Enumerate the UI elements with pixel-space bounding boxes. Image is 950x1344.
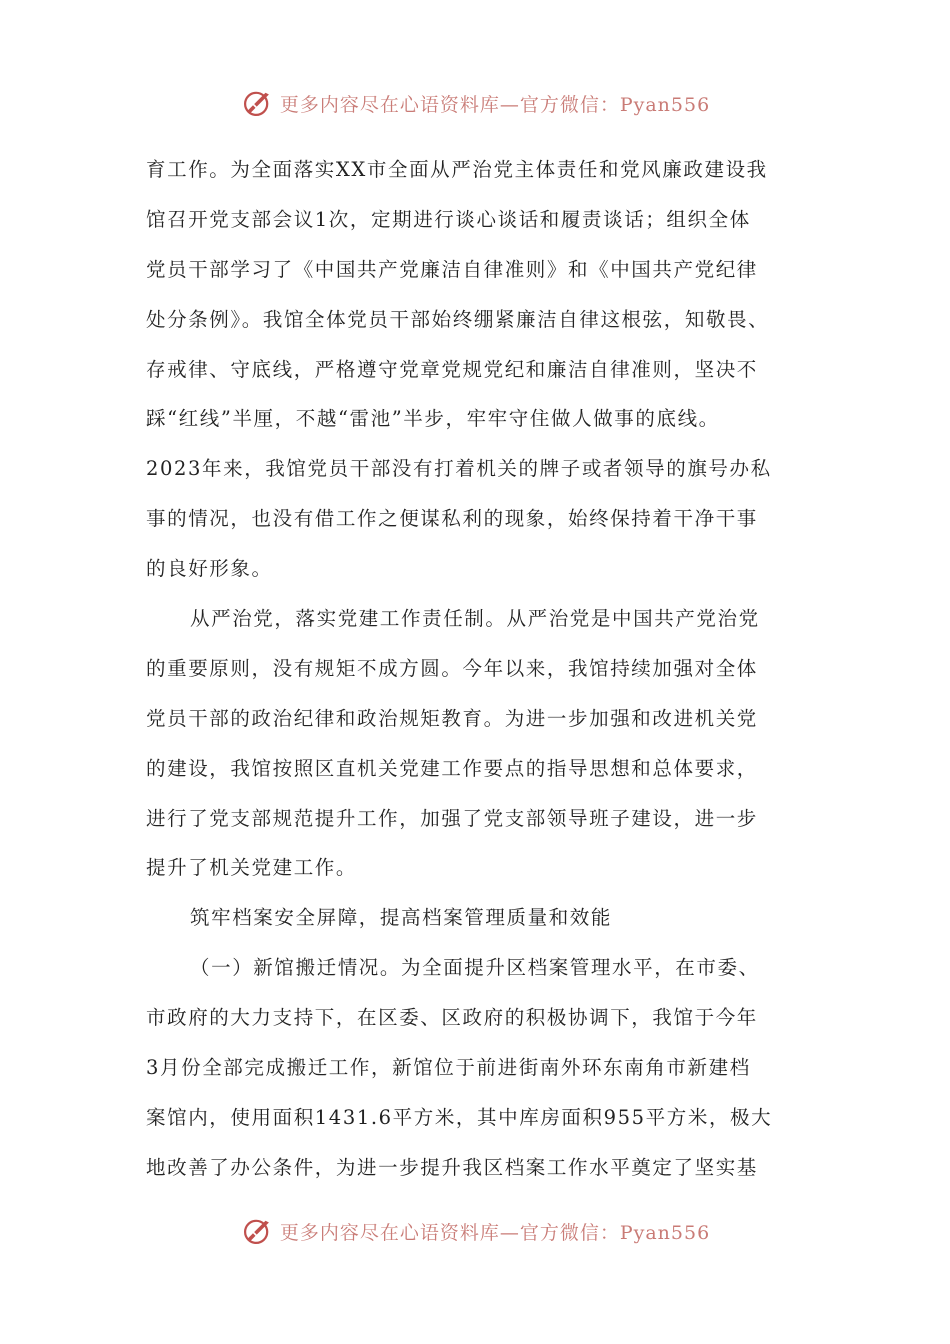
watermark-text: 更多内容尽在心语资料库—官方微信：Pyan556	[279, 1221, 711, 1244]
document-body	[146, 145, 806, 1193]
pen-sign-logo-icon	[240, 86, 274, 120]
text-line: 的重要原则，没有规矩不成方圆。今年以来，我馆持续加强对全体	[146, 656, 758, 680]
text-line: 事的情况，也没有借工作之便谋私利的现象，始终保持着干净干事	[146, 507, 758, 531]
text-line: 党员干部的政治纪律和政治规矩教育。为进一步加强和改进机关党	[146, 706, 758, 730]
header-watermark	[0, 83, 950, 123]
text-line: 踩“红线”半厘，不越“雷池”半步，牢牢守住做人做事的底线。	[146, 407, 720, 431]
section-heading: 筑牢档案安全屏障，提高档案管理质量和效能	[190, 906, 613, 930]
text-line: 的建设，我馆按照区直机关党建工作要点的指导思想和总体要求，	[146, 756, 758, 780]
footer-watermark	[0, 1211, 950, 1251]
text-line: 3月份全部完成搬迁工作，新馆位于前进街南外环东南角市新建档	[146, 1056, 751, 1080]
text-line: 处分条例》。我馆全体党员干部始终绷紧廉洁自律这根弦，知敬畏、	[146, 307, 770, 331]
text-line: 2023年来，我馆党员干部没有打着机关的牌子或者领导的旗号办私	[146, 457, 772, 481]
watermark-text: 更多内容尽在心语资料库—官方微信：Pyan556	[279, 93, 711, 116]
text-line: 市政府的大力支持下，在区委、区政府的积极协调下，我馆于今年	[146, 1006, 758, 1030]
text-line: 地改善了办公条件，为进一步提升我区档案工作水平奠定了坚实基	[146, 1155, 758, 1179]
pen-sign-logo-icon	[240, 1214, 274, 1248]
text-line: 进行了党支部规范提升工作，加强了党支部领导班子建设，进一步	[146, 806, 758, 830]
text-line: 育工作。为全面落实XX市全面从严治党主体责任和党风廉政建设我	[146, 158, 768, 181]
paragraph-start-line: 从严治党，落实党建工作责任制。从严治党是中国共产党治党	[190, 607, 760, 631]
text-line: 提升了机关党建工作。	[146, 856, 358, 880]
text-line: 的良好形象。	[146, 557, 273, 581]
paragraph-start-line: （一）新馆搬迁情况。为全面提升区档案管理水平，在市委、	[190, 956, 760, 980]
text-line: 馆召开党支部会议1次，定期进行谈心谈话和履责谈话；组织全体	[146, 207, 751, 231]
text-line: 存戒律、守底线，严格遵守党章党规党纪和廉洁自律准则，坚决不	[146, 357, 758, 381]
text-line: 案馆内，使用面积1431.6平方米，其中库房面积955平方米，极大	[146, 1105, 773, 1129]
text-line: 党员干部学习了《中国共产党廉洁自律准则》和《中国共产党纪律	[146, 257, 758, 281]
